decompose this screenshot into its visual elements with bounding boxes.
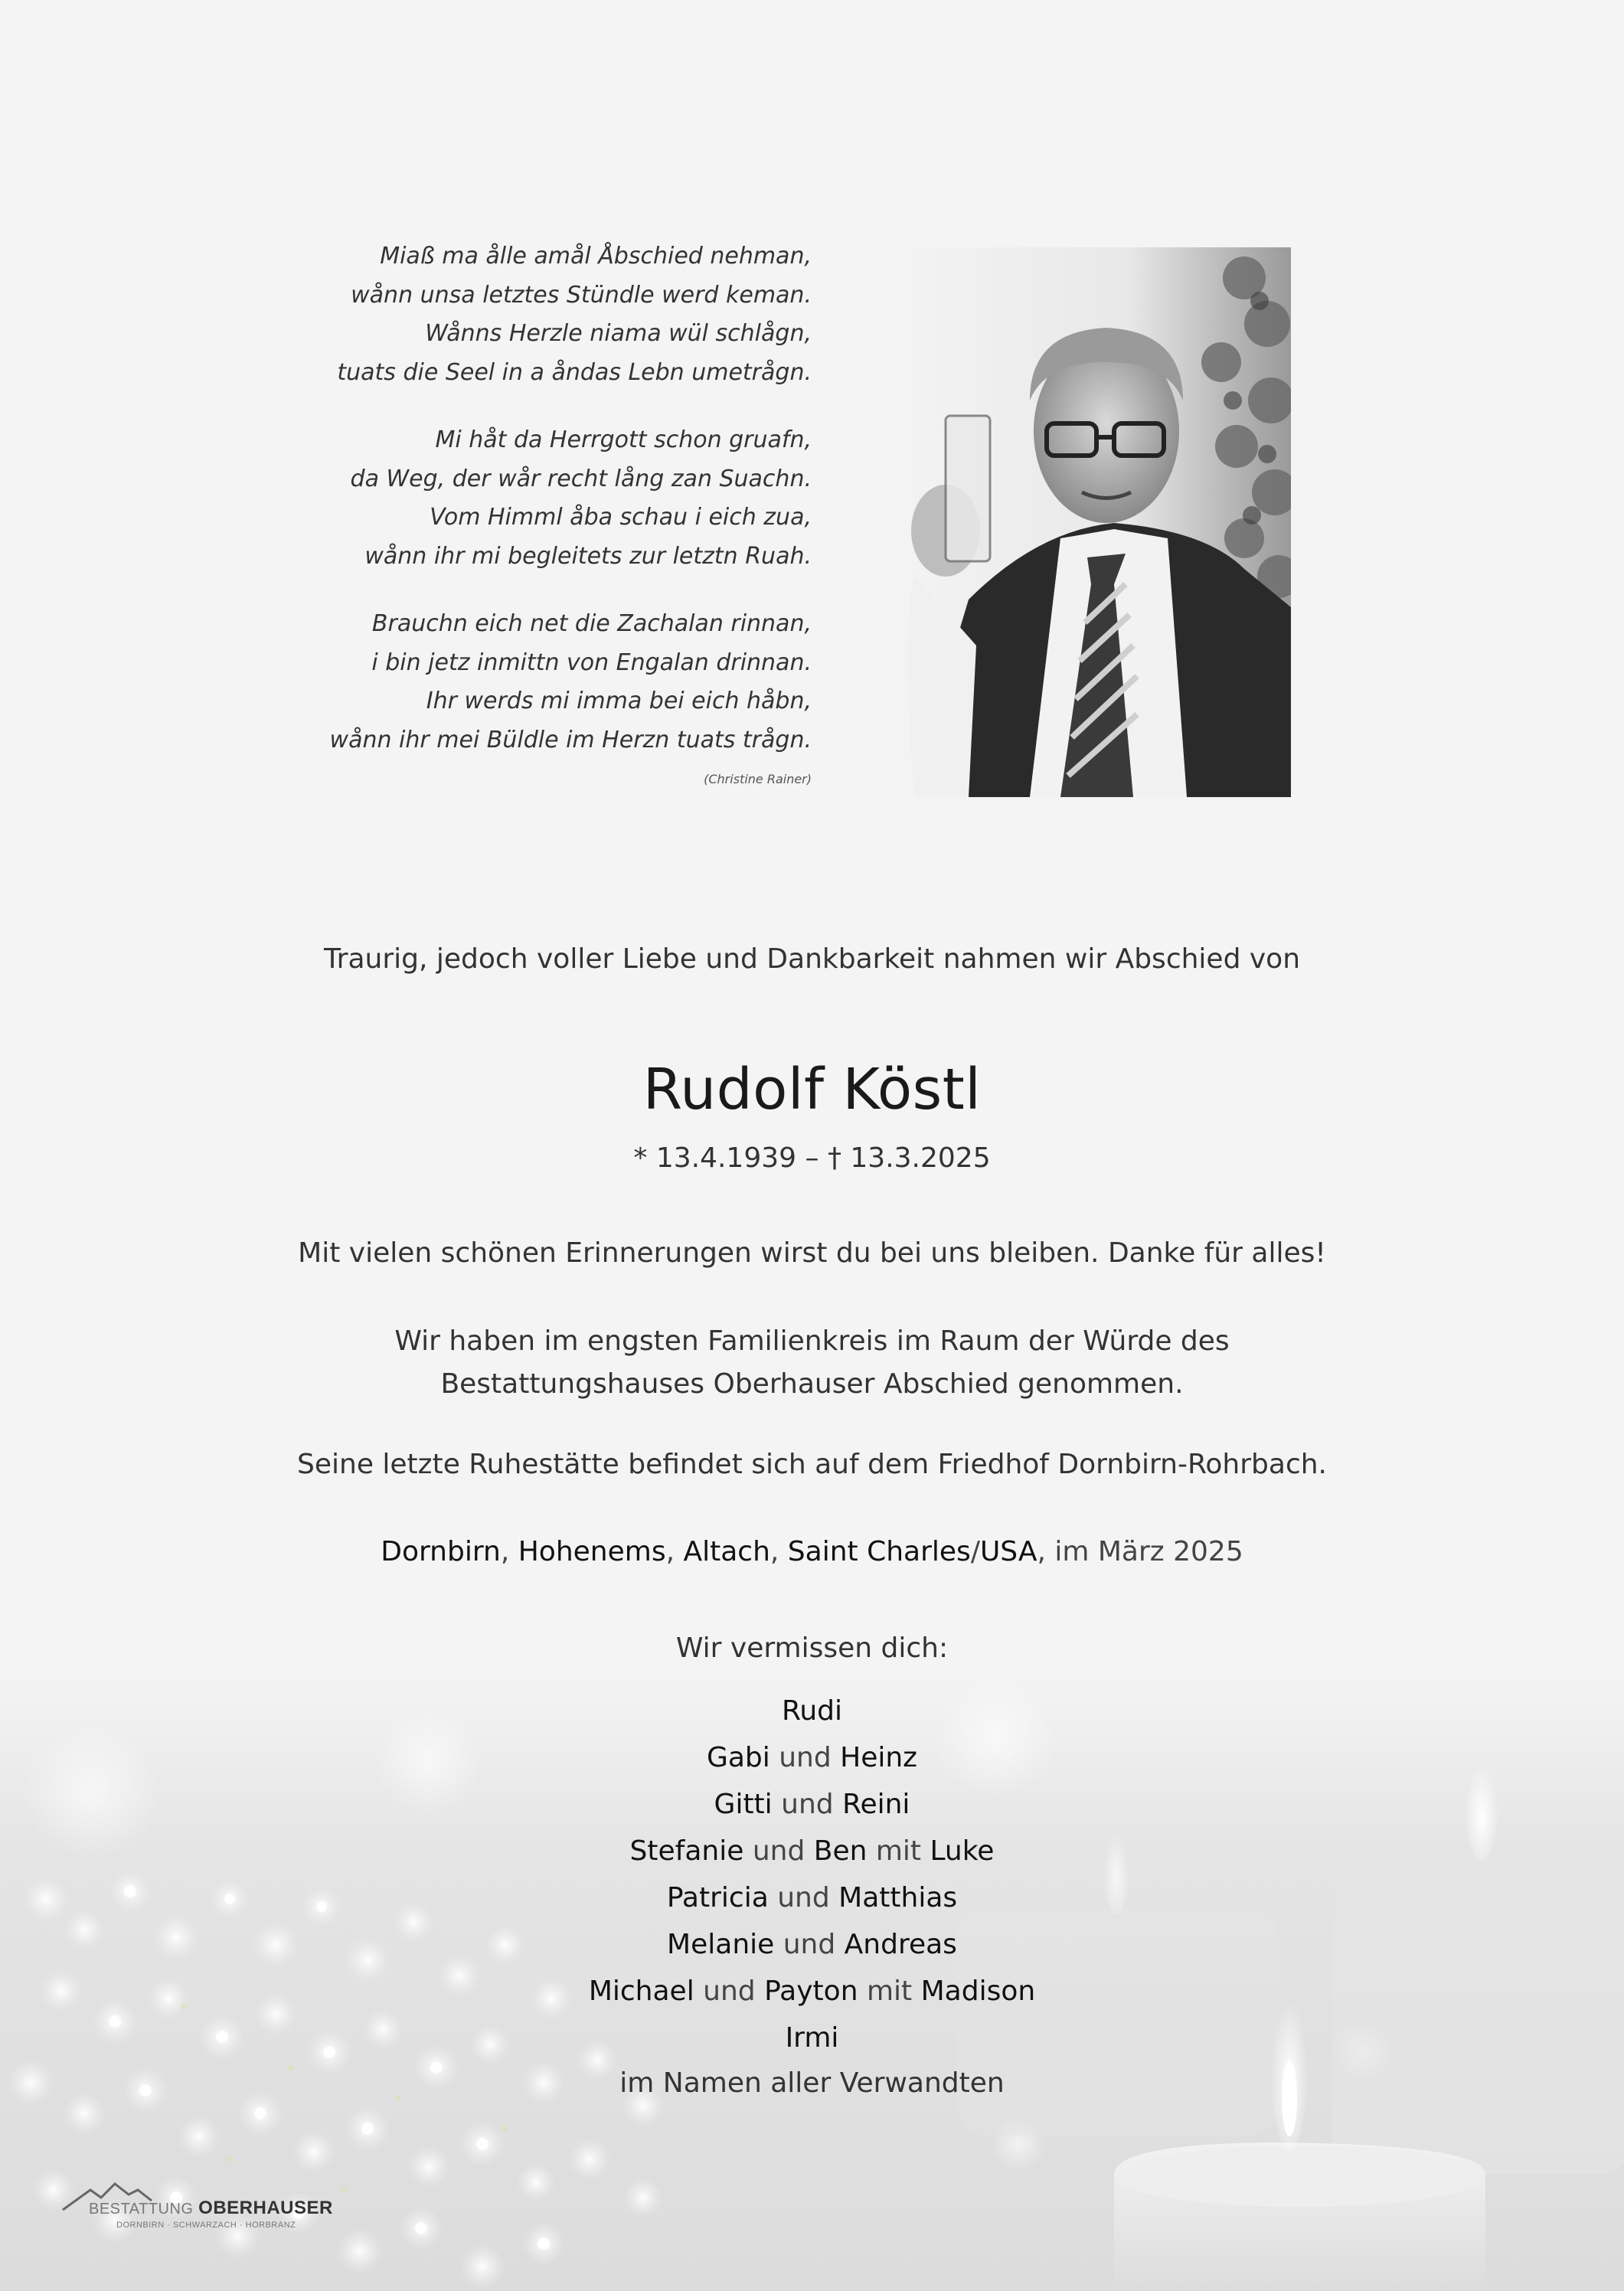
- place-name: Saint Charles: [787, 1536, 971, 1567]
- ceremony-line: Bestattungshauses Oberhauser Abschied genommen.: [440, 1368, 1184, 1400]
- poem-line: da Weg, der wår recht lång zan Suachn.: [350, 465, 812, 492]
- family-line: [0, 1968, 1624, 2015]
- family-connector: und: [772, 1789, 843, 1820]
- family-member-name: Gabi: [706, 1742, 770, 1773]
- poem-line: wånn ihr mei Büldle im Herzn tuats trågn.: [329, 726, 812, 753]
- family-line: [0, 1734, 1624, 1781]
- ceremony-text: [0, 1320, 1624, 1406]
- logo-brand-light: BESTATTUNG: [89, 2201, 194, 2217]
- poem-line: wånn unsa letztes Stündle werd keman.: [351, 281, 812, 309]
- poem-stanza-1: [260, 237, 812, 392]
- family-member-name: Irmi: [785, 2022, 839, 2054]
- ceremony-line: Wir haben im engsten Familienkreis im Raum der Würde des: [394, 1325, 1230, 1357]
- poem-line: Miaß ma ålle amål Åbschied nehman,: [380, 243, 812, 270]
- family-connector: und: [694, 1976, 765, 2007]
- family-connector: mit: [867, 1835, 930, 1867]
- family-connector: mit: [858, 1976, 921, 2007]
- poem-line: Wånns Herzle niama wül schlågn,: [425, 320, 812, 347]
- poem-line: tuats die Seel in a åndas Lebn umetrågn.: [337, 358, 812, 386]
- family-connector: und: [768, 1882, 839, 1914]
- place-name: Dornbirn: [381, 1536, 501, 1567]
- poem-line: i bin jetz inmittn von Engalan drinnan.: [371, 649, 812, 676]
- family-line: [0, 1781, 1624, 1828]
- family-line: [0, 1874, 1624, 1921]
- family-member-name: Matthias: [838, 1882, 958, 1914]
- family-line: [0, 1921, 1624, 1968]
- poem-stanza-3: [260, 605, 812, 760]
- family-connector: und: [743, 1835, 814, 1867]
- poem-line: Ihr werds mi imma bei eich håbn,: [426, 688, 812, 714]
- resting-place-line: Seine letzte Ruhestätte befindet sich auf dem Friedhof Dornbirn-Rohrbach.: [297, 1449, 1327, 1480]
- poem-line: Vom Himml åba schau i eich zua,: [430, 504, 812, 531]
- date-line: , im März 2025: [1037, 1536, 1243, 1567]
- place-name: USA: [979, 1536, 1037, 1567]
- places-line: [0, 1536, 1624, 1567]
- funeral-home-logo: [61, 2181, 337, 2230]
- family-connector: und: [774, 1929, 845, 1960]
- portrait-photo: [884, 247, 1291, 797]
- place-name: Hohenems: [518, 1536, 666, 1567]
- family-connector: und: [770, 1742, 841, 1773]
- closing-line: im Namen aller Verwandten: [619, 2067, 1005, 2099]
- poem-line: wånn ihr mi begleitets zur letztn Ruah.: [364, 542, 812, 570]
- life-dates: * 13.4.1939 – † 13.3.2025: [633, 1142, 991, 1174]
- family-member-name: Luke: [930, 1835, 995, 1867]
- place-name: Altach: [683, 1536, 770, 1567]
- intro-line: Traurig, jedoch voller Liebe und Dankbarkeit nahmen wir Abschied von: [323, 943, 1301, 975]
- family-line: [0, 1828, 1624, 1874]
- separator: /: [970, 1536, 980, 1567]
- family-member-name: Andreas: [844, 1929, 957, 1960]
- poem-stanza-2: [260, 421, 812, 576]
- family-member-name: Michael: [588, 1976, 694, 2007]
- memories-line: Mit vielen schönen Erinnerungen wirst du bei uns bleiben. Danke für alles!: [298, 1237, 1326, 1269]
- family-line: [0, 2015, 1624, 2061]
- we-miss-you-line: Wir vermissen dich:: [675, 1632, 949, 1664]
- family-member-name: Melanie: [667, 1929, 775, 1960]
- family-line: [0, 1688, 1624, 1734]
- family-member-name: Patricia: [666, 1882, 769, 1914]
- separator: ,: [665, 1536, 684, 1567]
- family-member-name: Reini: [842, 1789, 910, 1820]
- logo-locations: DORNBIRN · SCHWARZACH · HORBRANZ: [116, 2221, 296, 2230]
- deceased-name: Rudolf Köstl: [642, 1057, 982, 1123]
- family-member-name: Madison: [920, 1976, 1036, 2007]
- family-member-name: Ben: [813, 1835, 868, 1867]
- poem-line: Mi håt da Herrgott schon gruafn,: [435, 426, 812, 453]
- family-member-name: Payton: [764, 1976, 858, 2007]
- family-member-name: Stefanie: [629, 1835, 744, 1867]
- portrait-illustration: [884, 247, 1291, 797]
- separator: ,: [500, 1536, 518, 1567]
- poem-line: Brauchn eich net die Zachalan rinnan,: [371, 610, 812, 637]
- family-list: [0, 1688, 1624, 2061]
- poem-author: (Christine Rainer): [704, 772, 812, 786]
- family-member-name: Heinz: [840, 1742, 918, 1773]
- logo-wordmark: [89, 2198, 333, 2219]
- logo-brand-bold: OBERHAUSER: [198, 2198, 333, 2218]
- poem: [260, 237, 812, 787]
- family-member-name: Gitti: [714, 1789, 773, 1820]
- separator: ,: [770, 1536, 788, 1567]
- family-member-name: Rudi: [781, 1695, 843, 1727]
